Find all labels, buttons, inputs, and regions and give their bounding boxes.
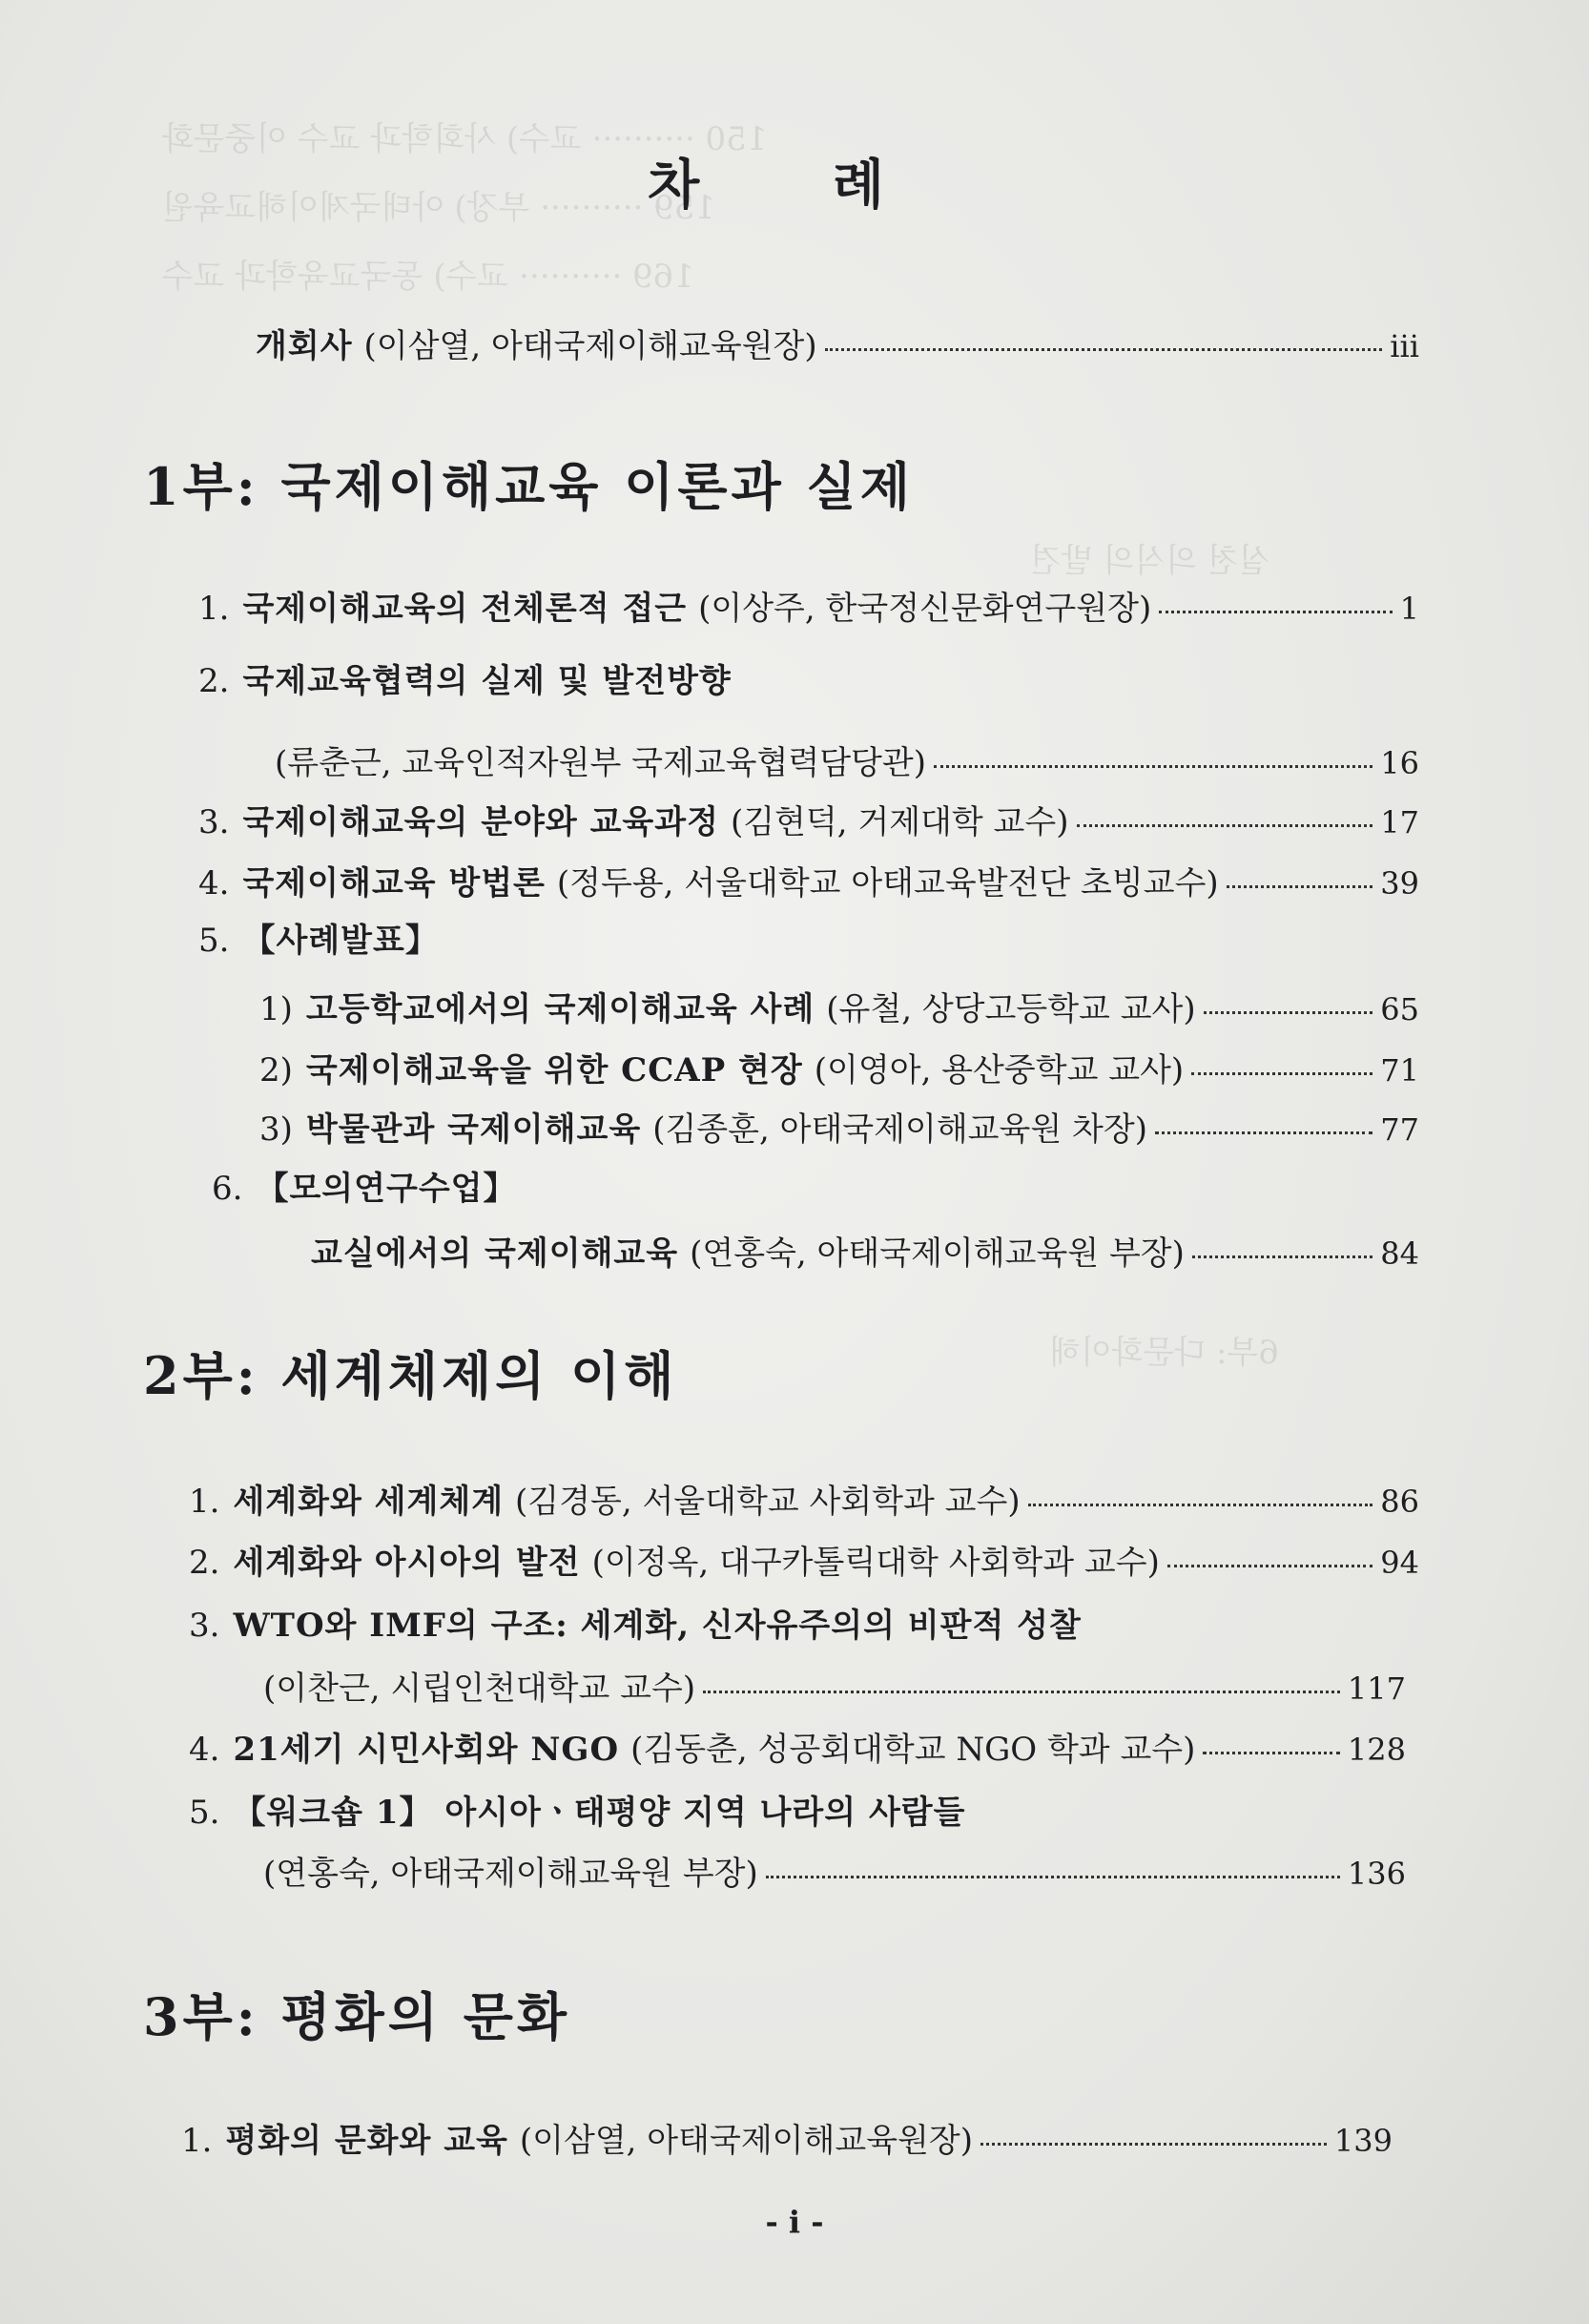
toc-entry (212, 1162, 517, 1209)
toc-entry-continuation (263, 1847, 1406, 1894)
entry-title: 국제이해교육의 전체론적 접근 (242, 590, 688, 628)
toc-entry (189, 1536, 1419, 1583)
entry-title: 국제이해교육을 위한 CCAP 현장 (305, 1051, 803, 1089)
entry-author: (연홍숙, 아태국제이해교육원 부장) (690, 1235, 1185, 1273)
toc-entry (198, 582, 1419, 629)
entry-title: 【모의연구수업】 (256, 1170, 517, 1208)
entry-author: (이상주, 한국정신문화연구원장) (698, 590, 1152, 628)
toc-subentry (259, 1103, 1419, 1150)
entry-number: 1. (198, 590, 230, 628)
leader-dots (1203, 1752, 1340, 1754)
toc-entry (198, 857, 1419, 903)
entry-author: (이정옥, 대구카톨릭대학 사회학과 교수) (591, 1544, 1160, 1582)
entry-title: 교실에서의 국제이해교육 (311, 1235, 679, 1273)
entry-author: (김경동, 서울대학교 사회학과 교수) (515, 1483, 1021, 1521)
entry-title: 평화의 문화와 교육 (225, 2122, 508, 2160)
entry-title: 국제이해교육 방법론 (242, 864, 546, 903)
page-number: iii (1390, 328, 1419, 364)
page-number: 84 (1380, 1235, 1419, 1272)
entry-number: 6. (212, 1170, 243, 1208)
entry-title: 【워크숍 1】 아시아ㆍ태평양 지역 나라의 사람들 (233, 1794, 966, 1832)
leader-dots (1159, 611, 1392, 613)
page-number: 86 (1380, 1484, 1419, 1520)
entry-title: 박물관과 국제이해교육 (305, 1110, 642, 1149)
leader-dots (980, 2143, 1327, 2146)
entry-number: 5. (198, 922, 230, 960)
bleed-through-text: 150 ·········· 교수) 사회학과 교수 이중문화 (162, 120, 768, 158)
part-heading: 3부: 평화의 문화 (143, 1986, 571, 2047)
toc-entry (198, 914, 439, 961)
entry-author: (이찬근, 시립인천대학교 교수) (263, 1670, 696, 1708)
toc-entry (189, 1599, 1082, 1646)
toc-subentry (311, 1227, 1419, 1274)
entry-author: (이삼열, 아태국제이해교육원장) (363, 327, 817, 365)
toc-entry (198, 796, 1419, 842)
leader-dots (825, 348, 1383, 351)
entry-author: (연홍숙, 아태국제이해교육원 부장) (263, 1855, 758, 1893)
entry-author: (이영아, 용산중학교 교사) (814, 1051, 1185, 1089)
toc-entry (189, 1723, 1406, 1770)
entry-title: 【사례발표】 (242, 922, 439, 960)
bleed-through-text: 169 ·········· 교수) 동국교육학과 교수 (162, 258, 694, 296)
entry-number: 3. (189, 1607, 220, 1645)
entry-author: (류춘근, 교육인적자원부 국제교육협력담당관) (275, 744, 926, 782)
entry-number: 3) (259, 1110, 293, 1149)
entry-author: (김현덕, 거제대학 교수) (730, 803, 1069, 841)
page-number: 117 (1347, 1670, 1406, 1707)
toc-subentry (259, 983, 1419, 1029)
leader-dots (1204, 1011, 1373, 1014)
page-number: 139 (1333, 2123, 1393, 2159)
entry-title: 고등학교에서의 국제이해교육 사례 (305, 990, 815, 1028)
page-number: 71 (1380, 1052, 1419, 1089)
page-number: 1 (1399, 591, 1419, 627)
leader-dots (766, 1876, 1340, 1878)
page-number: 136 (1347, 1856, 1406, 1892)
toc-entry (189, 1475, 1419, 1522)
leader-dots (1227, 885, 1373, 888)
entry-number: 5. (189, 1794, 220, 1832)
entry-number: 2. (189, 1544, 220, 1582)
leader-dots (1192, 1255, 1372, 1258)
entry-number: 4. (189, 1731, 220, 1769)
leader-dots (1028, 1504, 1373, 1506)
leader-dots (1155, 1131, 1372, 1134)
toc-entry-continuation (275, 737, 1419, 783)
bleed-through-text: 6부: 다문화이해 (1049, 1334, 1279, 1372)
toc-entry (256, 320, 1419, 366)
page-number: 39 (1380, 865, 1419, 902)
entry-number: 4. (198, 864, 230, 903)
entry-title: 세계화와 아시아의 발전 (233, 1544, 581, 1582)
entry-title: 국제교육협력의 실제 및 발전방향 (242, 662, 732, 700)
page-title: 차 례 (648, 154, 941, 217)
entry-number: 2. (198, 662, 230, 700)
page-number: 77 (1380, 1111, 1419, 1148)
leader-dots (703, 1691, 1340, 1693)
entry-author: (김동춘, 성공회대학교 NGO 학과 교수) (630, 1731, 1196, 1769)
entry-title: WTO와 IMF의 구조: 세계화, 신자유주의의 비판적 성찰 (233, 1607, 1082, 1645)
page-number: 17 (1380, 804, 1419, 840)
entry-title: 개회사 (256, 327, 353, 365)
leader-dots (1167, 1565, 1372, 1567)
entry-title: 세계화와 세계체계 (233, 1483, 505, 1521)
leader-dots (1191, 1072, 1372, 1075)
entry-number: 1) (259, 990, 293, 1028)
part-heading: 1부: 국제이해교육 이론과 실제 (143, 456, 914, 517)
entry-author: (유철, 상당고등학교 교사) (826, 990, 1196, 1028)
entry-title: 국제이해교육의 분야와 교육과정 (242, 803, 719, 841)
toc-entry (198, 654, 732, 701)
page-number: 16 (1380, 745, 1419, 781)
toc-subentry (259, 1044, 1419, 1090)
entry-number: 1. (189, 1483, 220, 1521)
entry-title: 21세기 시민사회와 NGO (233, 1731, 620, 1769)
entry-author: (김종훈, 아태국제이해교육원 차장) (652, 1110, 1147, 1149)
page-number: 94 (1380, 1545, 1419, 1581)
entry-author: (정두용, 서울대학교 아태교육발전단 초빙교수) (556, 864, 1219, 903)
entry-number: 2) (259, 1051, 293, 1089)
entry-author: (이삼열, 아태국제이해교육원장) (519, 2122, 974, 2160)
bleed-through-text: 159 ·········· 부장) 아태국제이해교육원 (162, 189, 715, 227)
page-number: 65 (1380, 991, 1419, 1027)
toc-entry-continuation (263, 1662, 1406, 1709)
page-footer-number: - i - (765, 2204, 824, 2240)
toc-entry (189, 1786, 966, 1833)
entry-number: 1. (181, 2122, 213, 2160)
entry-number: 3. (198, 803, 230, 841)
toc-entry (181, 2114, 1393, 2161)
leader-dots (1077, 824, 1373, 827)
bleed-through-text: 실천 의식의 발견 (1030, 542, 1270, 580)
leader-dots (934, 765, 1372, 768)
part-heading: 2부: 세계체제의 이해 (143, 1345, 678, 1406)
page-number: 128 (1347, 1732, 1406, 1768)
